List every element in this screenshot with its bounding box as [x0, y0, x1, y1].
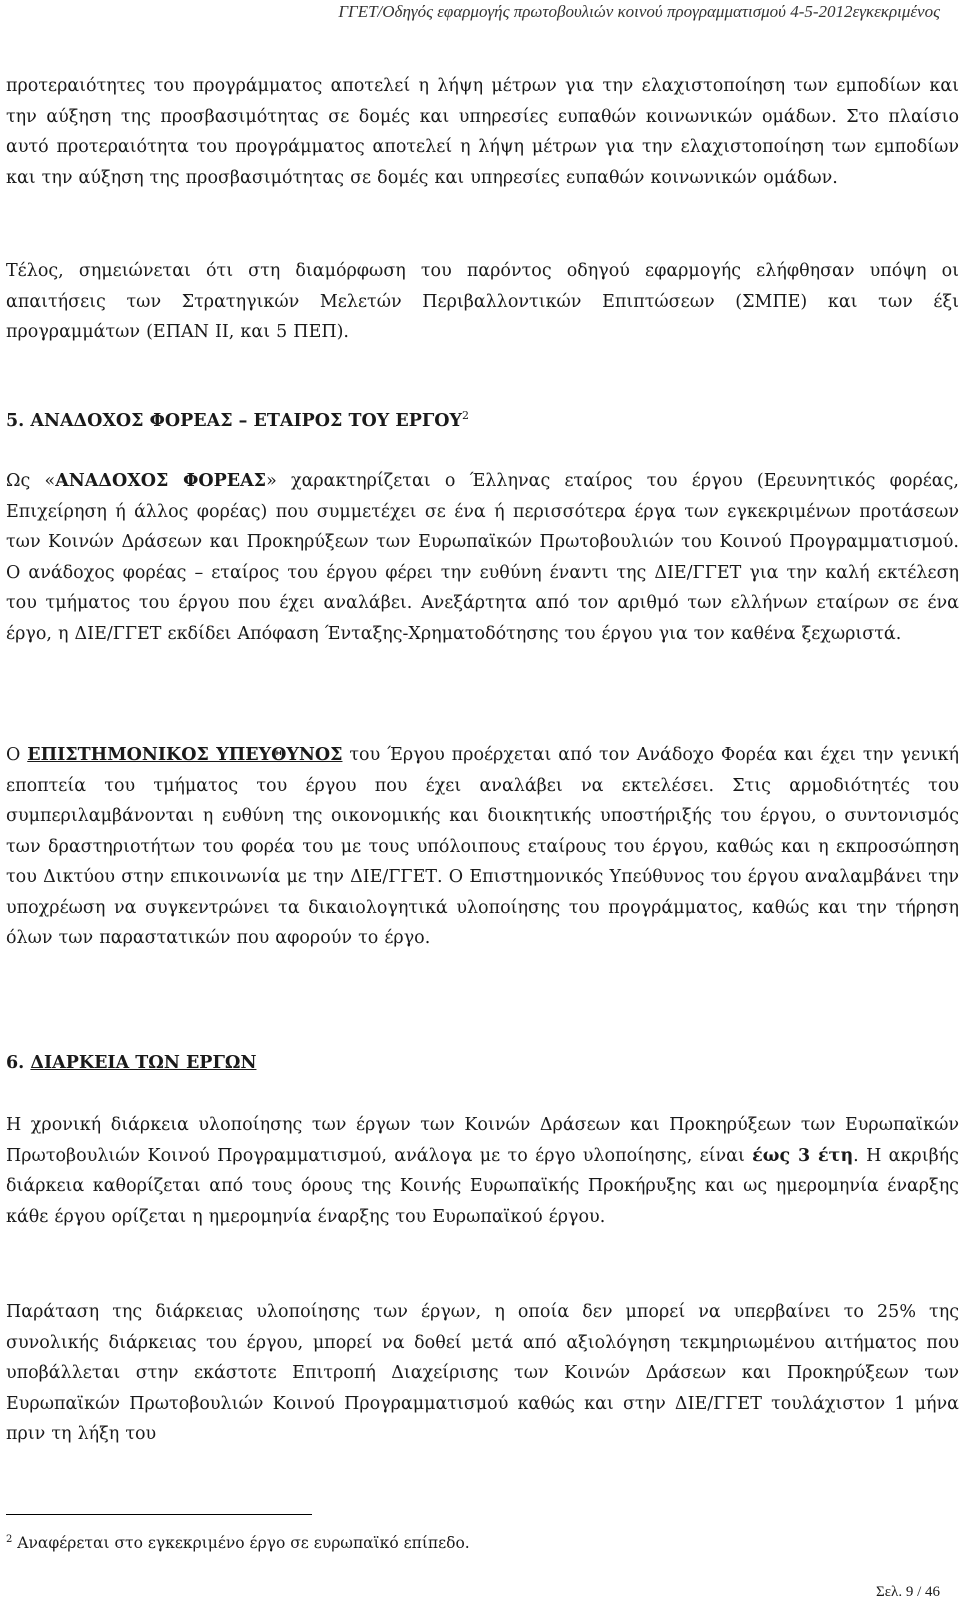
paragraph-text: Τέλος, σημειώνεται ότι στη διαμόρφωση του παρόντος οδηγού εφαρμογής ελήφθησαν υπόψη οι απαιτήσεις των Στρατηγικών Μελετών Περιβαλλοντικών Επιπτώσεων (ΣΜΠΕ) και των έξι προγραμμάτων (ΕΠΑΝ ΙΙ, και 5 ΠΕΠ). — [6, 261, 959, 342]
footnote — [6, 1534, 470, 1552]
page-number: Σελ. 9 / 46 — [876, 1584, 940, 1600]
paragraph-text — [6, 1110, 959, 1232]
text-run: Ο — [6, 745, 28, 765]
text-run: Ως « — [6, 471, 56, 491]
section-heading-5 — [6, 409, 469, 431]
paragraph-text — [6, 466, 959, 649]
running-header: ΓΓΕΤ/Οδηγός εφαρμογής πρωτοβουλιών κοινού προγραμματισμού 4-5-2012εγκεκριμένος — [338, 2, 940, 21]
paragraph-smpe — [6, 256, 959, 348]
text-run: Η χρονική διάρκεια υλοποίησης των έργων των Κοινών Δράσεων και Προκηρύξεων των Ευρωπαϊκών Πρωτοβουλιών Κοινού Προγραμματισμού, ανάλογα με το έργο υλοποίησης, είναι — [6, 1115, 959, 1166]
text-run: » χαρακτηρίζεται ο Έλληνας εταίρος του έργου (Ερευνητικός φορέας, Επιχείρηση ή άλλος φορέας) που συμμετέχει σε ένα ή περισσότερα έργα των εγκεκριμένων προτάσεων των Κοινών Δράσεων και Προκηρύξεων των Ευρωπαϊκών Πρωτοβουλιών του Κοινού Προγραμματισμού. Ο ανάδοχος φορέας – εταίρος του έργου φέρει την ευθύνη έναντι της ΔΙΕ/ΓΓΕΤ για την καλή εκτέλεση του τμήματος του έργου που έχει αναλάβει. Ανεξάρτητα από τον αριθμό των ελλήνων εταίρων σε ένα έργο, η ΔΙΕ/ΓΓΕΤ εκδίδει Απόφαση Ένταξης-Χρηματοδότησης του έργου για τον καθένα ξεχωριστά. — [6, 471, 959, 644]
paragraph-text — [6, 740, 959, 954]
paragraph-text: Παράταση της διάρκειας υλοποίησης των έργων, η οποία δεν μπορεί να υπερβαίνει το 25% της συνολικής διάρκειας του έργου, μπορεί να δοθεί μετά από αξιολόγηση τεκμηριωμένου αιτήματος που υποβάλλεται στην εκάστοτε Επιτροπή Διαχείρισης των Κοινών Δράσεων και Προκηρύξεων των Ευρωπαϊκών Πρωτοβουλιών Κοινού Προγραμματισμού καθώς και στην ΔΙΕ/ΓΓΕΤ τουλάχιστον 1 μήνα πριν τη λήξη του — [6, 1302, 959, 1444]
footnote-reference: 2 — [462, 409, 470, 422]
paragraph-duration — [6, 1110, 959, 1232]
section-title: ΔΙΑΡΚΕΙΑ ΤΩΝ ΕΡΓΩΝ — [30, 1053, 257, 1073]
section-heading-6 — [6, 1053, 256, 1073]
footnote-mark: 2 — [6, 1534, 13, 1545]
bold-term: έως 3 έτη — [752, 1145, 854, 1166]
paragraph-contractor — [6, 466, 959, 649]
section-number: 5. — [6, 410, 31, 431]
bold-term: ΑΝΑΔΟΧΟΣ ΦΟΡΕΑΣ — [55, 471, 267, 491]
paragraph-extension — [6, 1297, 959, 1450]
section-number: 6. — [6, 1053, 31, 1073]
section-title: ΑΝΑΔΟΧΟΣ ΦΟΡΕΑΣ – ΕΤΑΙΡΟΣ ΤΟΥ ΕΡΓΟΥ — [30, 410, 463, 431]
text-run: . Η ακριβής διάρκεια καθορίζεται από τους όρους της Κοινής Ευρωπαϊκής Προκήρυξης και ως ημερομηνία έναρξης κάθε έργου ορίζεται η ημερομηνία έναρξης του Ευρωπαϊκού έργου. — [6, 1145, 959, 1227]
footnote-text: Αναφέρεται στο εγκεκριμένο έργο σε ευρωπαϊκό επίπεδο. — [12, 1534, 470, 1553]
paragraph-scientific-lead — [6, 740, 959, 954]
paragraph-priorities — [6, 71, 959, 193]
footnote-separator — [6, 1514, 312, 1515]
bold-term: ΕΠΙΣΤΗΜΟΝΙΚΟΣ ΥΠΕΥΘΥΝΟΣ — [27, 745, 343, 765]
text-run: του Έργου προέρχεται από τον Ανάδοχο Φορέα και έχει την γενική εποπτεία του τμήματος του έργου που έχει αναλάβει να εκτελέσει. Στις αρμοδιότητές του συμπεριλαμβάνονται η ευθύνη της οικονομικής και διοικητικής υποστήριξής του έργου, ο συντονισμός των δραστηριοτήτων του φορέα του με τους υπόλοιπους εταίρους του έργου, καθώς και η εκπροσώπηση του Δικτύου στην επικοινωνία με την ΔΙΕ/ΓΓΕΤ. Ο Επιστημονικός Υπεύθυνος του έργου αναλαμβάνει την υποχρέωση να συγκεντρώνει τα δικαιολογητικά υλοποίησης του προγράμματος, καθώς και την τήρηση όλων των παραστατικών που αφορούν το έργο. — [6, 745, 959, 948]
paragraph-text: προτεραιότητες του προγράμματος αποτελεί η λήψη μέτρων για την ελαχιστοποίηση των εμποδίων και την αύξηση της προσβασιμότητας σε δομές και υπηρεσίες ευπαθών κοινωνικών ομάδων. Στο πλαίσιο αυτό προτεραιότητα του προγράμματος αποτελεί η λήψη μέτρων για την ελαχιστοποίηση των εμποδίων και την αύξηση της προσβασιμότητας σε δομές και υπηρεσίες ευπαθών κοινωνικών ομάδων. — [6, 76, 959, 188]
